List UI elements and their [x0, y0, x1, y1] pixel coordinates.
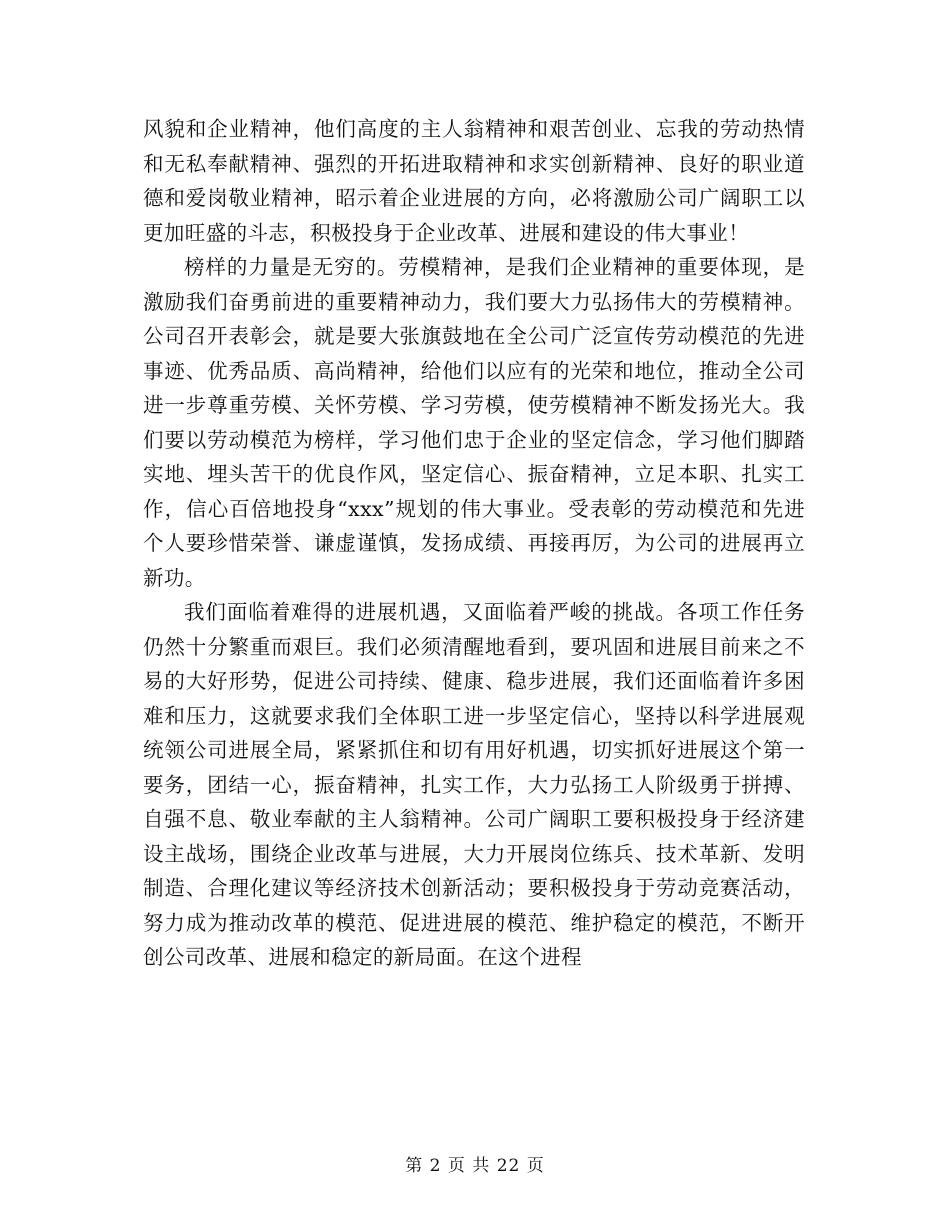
document-body	[143, 112, 805, 975]
page-footer	[0, 1154, 950, 1178]
paragraph-continued: 风貌和企业精神，他们高度的主人翁精神和艰苦创业、忘我的劳动热情和无私奉献精神、强烈的开拓进取精神和求实创新精神、良好的职业道德和爱岗敬业精神，昭示着企业进展的方向，必将激励公司广阔职工以更加旺盛的斗志，积极投身于企业改革、进展和建设的伟大事业！	[143, 117, 805, 245]
page-number-text: 第 2 页 共 22 页	[405, 1156, 545, 1176]
paragraph-role-models: 榜样的力量是无穷的。劳模精神，是我们企业精神的重要体现，是激励我们奋勇前进的重要精神动力，我们要大力弘扬伟大的劳模精神。公司召开表彰会，就是要大张旗鼓地在全公司广泛宣传劳动模范的先进事迹、优秀品质、高尚精神，给他们以应有的光荣和地位，推动全公司进一步尊重劳模、关怀劳模、学习劳模，使劳模精神不断发扬光大。我们要以劳动模范为榜样，学习他们忠于企业的坚定信念，学习他们脚踏实地、埋头苦干的优良作风，坚定信心、振奋精神，立足本职、扎实工作，信心百倍地投身“xxx”规划的伟大事业。受表彰的劳动模范和先进个人要珍惜荣誉、谦虚谨慎，发扬成绩、再接再厉，为公司的进展再立新功。	[143, 255, 805, 590]
paragraph-challenges: 我们面临着难得的进展机遇，又面临着严峻的挑战。各项工作任务仍然十分繁重而艰巨。我们必须清醒地看到，要巩固和进展目前来之不易的大好形势，促进公司持续、健康、稳步进展，我们还面临着许多困难和压力，这就要求我们全体职工进一步坚定信心，坚持以科学进展观统领公司进展全局，紧紧抓住和切有用好机遇，切实抓好进展这个第一要务，团结一心，振奋精神，扎实工作，大力弘扬工人阶级勇于拼搏、自强不息、敬业奉献的主人翁精神。公司广阔职工要积极投身于经济建设主战场，围绕企业改革与进展，大力开展岗位练兵、技术革新、发明制造、合理化建议等经济技术创新活动；要积极投身于劳动竞赛活动，努力成为推动改革的模范、促进进展的模范、维护稳定的模范，不断开创公司改革、进展和稳定的新局面。在这个进程	[143, 600, 805, 969]
